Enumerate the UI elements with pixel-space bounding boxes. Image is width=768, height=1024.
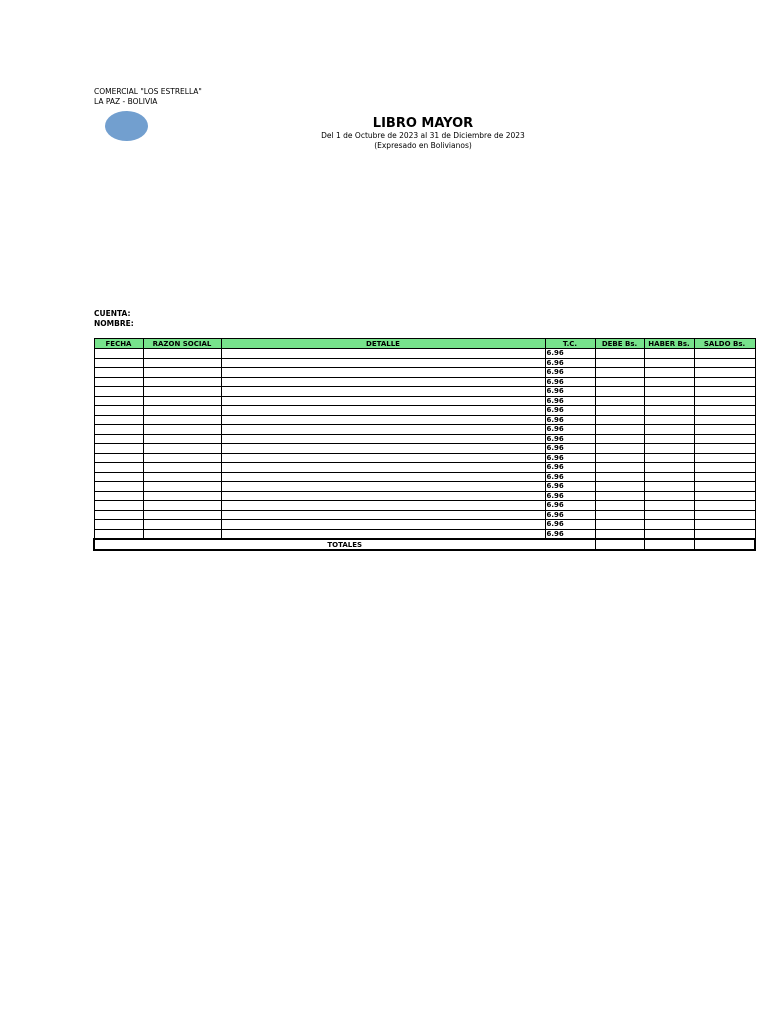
- table-row: [94, 396, 755, 406]
- header-saldo: SALDO Bs.: [694, 339, 755, 349]
- cell-detalle: [221, 472, 545, 482]
- cell-razon-social: [143, 520, 221, 530]
- cell-debe: [595, 349, 644, 359]
- table-row: [94, 501, 755, 511]
- cell-tc: 6.96: [545, 415, 595, 425]
- cell-razon-social: [143, 453, 221, 463]
- cell-fecha: [94, 520, 143, 530]
- cell-fecha: [94, 377, 143, 387]
- cell-razon-social: [143, 415, 221, 425]
- cell-saldo: [694, 387, 755, 397]
- cell-razon-social: [143, 396, 221, 406]
- cell-detalle: [221, 444, 545, 454]
- cell-haber: [644, 529, 694, 539]
- cell-detalle: [221, 501, 545, 511]
- cell-haber: [644, 406, 694, 416]
- header-detalle: DETALLE: [221, 339, 545, 349]
- cell-debe: [595, 463, 644, 473]
- cell-haber: [644, 491, 694, 501]
- cell-fecha: [94, 387, 143, 397]
- cell-debe: [595, 368, 644, 378]
- cell-fecha: [94, 453, 143, 463]
- table-row: [94, 368, 755, 378]
- total-debe: [595, 539, 644, 550]
- table-row: [94, 415, 755, 425]
- cell-detalle: [221, 491, 545, 501]
- cell-tc: 6.96: [545, 444, 595, 454]
- cell-saldo: [694, 434, 755, 444]
- cell-fecha: [94, 463, 143, 473]
- cell-detalle: [221, 396, 545, 406]
- cell-haber: [644, 358, 694, 368]
- account-label: CUENTA:: [94, 309, 131, 318]
- cell-detalle: [221, 358, 545, 368]
- cell-razon-social: [143, 358, 221, 368]
- cell-debe: [595, 415, 644, 425]
- cell-razon-social: [143, 529, 221, 539]
- cell-detalle: [221, 406, 545, 416]
- report-period: Del 1 de Octubre de 2023 al 31 de Diciembre de 2023: [321, 131, 525, 140]
- table-row: [94, 406, 755, 416]
- cell-haber: [644, 444, 694, 454]
- cell-razon-social: [143, 349, 221, 359]
- cell-saldo: [694, 425, 755, 435]
- cell-fecha: [94, 472, 143, 482]
- table-row: [94, 377, 755, 387]
- cell-debe: [595, 434, 644, 444]
- cell-tc: 6.96: [545, 520, 595, 530]
- cell-haber: [644, 482, 694, 492]
- cell-fecha: [94, 406, 143, 416]
- cell-debe: [595, 444, 644, 454]
- cell-tc: 6.96: [545, 491, 595, 501]
- cell-haber: [644, 520, 694, 530]
- cell-saldo: [694, 349, 755, 359]
- cell-haber: [644, 510, 694, 520]
- cell-razon-social: [143, 425, 221, 435]
- cell-debe: [595, 491, 644, 501]
- cell-haber: [644, 387, 694, 397]
- cell-razon-social: [143, 472, 221, 482]
- cell-fecha: [94, 491, 143, 501]
- cell-detalle: [221, 425, 545, 435]
- table-row: [94, 358, 755, 368]
- cell-razon-social: [143, 482, 221, 492]
- cell-debe: [595, 406, 644, 416]
- cell-saldo: [694, 520, 755, 530]
- cell-debe: [595, 472, 644, 482]
- cell-fecha: [94, 482, 143, 492]
- company-name: COMERCIAL "LOS ESTRELLA": [94, 87, 202, 96]
- table-header-row: [94, 339, 755, 349]
- cell-razon-social: [143, 444, 221, 454]
- cell-saldo: [694, 415, 755, 425]
- cell-debe: [595, 520, 644, 530]
- header-fecha: FECHA: [94, 339, 143, 349]
- cell-debe: [595, 510, 644, 520]
- cell-tc: 6.96: [545, 453, 595, 463]
- cell-detalle: [221, 415, 545, 425]
- cell-debe: [595, 425, 644, 435]
- cell-razon-social: [143, 501, 221, 511]
- cell-fecha: [94, 415, 143, 425]
- totals-label: TOTALES: [94, 539, 595, 550]
- cell-detalle: [221, 368, 545, 378]
- cell-detalle: [221, 377, 545, 387]
- cell-saldo: [694, 453, 755, 463]
- cell-razon-social: [143, 491, 221, 501]
- cell-detalle: [221, 349, 545, 359]
- cell-tc: 6.96: [545, 396, 595, 406]
- table-row: [94, 482, 755, 492]
- cell-tc: 6.96: [545, 425, 595, 435]
- cell-saldo: [694, 501, 755, 511]
- ledger-table: [93, 338, 756, 551]
- cell-fecha: [94, 368, 143, 378]
- cell-haber: [644, 349, 694, 359]
- total-saldo: [694, 539, 755, 550]
- cell-tc: 6.96: [545, 368, 595, 378]
- cell-detalle: [221, 434, 545, 444]
- cell-debe: [595, 377, 644, 387]
- cell-tc: 6.96: [545, 472, 595, 482]
- cell-tc: 6.96: [545, 510, 595, 520]
- cell-haber: [644, 463, 694, 473]
- cell-debe: [595, 358, 644, 368]
- cell-saldo: [694, 463, 755, 473]
- cell-debe: [595, 453, 644, 463]
- cell-saldo: [694, 368, 755, 378]
- cell-saldo: [694, 529, 755, 539]
- cell-haber: [644, 453, 694, 463]
- cell-haber: [644, 415, 694, 425]
- cell-razon-social: [143, 510, 221, 520]
- cell-razon-social: [143, 406, 221, 416]
- cell-debe: [595, 529, 644, 539]
- header-debe: DEBE Bs.: [595, 339, 644, 349]
- cell-debe: [595, 501, 644, 511]
- account-info: [94, 309, 134, 329]
- cell-detalle: [221, 520, 545, 530]
- cell-debe: [595, 396, 644, 406]
- cell-saldo: [694, 510, 755, 520]
- cell-haber: [644, 425, 694, 435]
- cell-saldo: [694, 396, 755, 406]
- table-row: [94, 510, 755, 520]
- cell-fecha: [94, 425, 143, 435]
- cell-haber: [644, 472, 694, 482]
- cell-saldo: [694, 358, 755, 368]
- cell-saldo: [694, 491, 755, 501]
- cell-detalle: [221, 529, 545, 539]
- cell-razon-social: [143, 377, 221, 387]
- cell-tc: 6.96: [545, 349, 595, 359]
- cell-detalle: [221, 510, 545, 520]
- cell-fecha: [94, 529, 143, 539]
- cell-razon-social: [143, 368, 221, 378]
- report-title: LIBRO MAYOR: [372, 116, 474, 131]
- cell-fecha: [94, 358, 143, 368]
- cell-fecha: [94, 396, 143, 406]
- cell-haber: [644, 396, 694, 406]
- cell-haber: [644, 501, 694, 511]
- company-info: [94, 87, 202, 107]
- table-row: [94, 472, 755, 482]
- cell-fecha: [94, 444, 143, 454]
- cell-saldo: [694, 406, 755, 416]
- cell-razon-social: [143, 434, 221, 444]
- table-row: [94, 349, 755, 359]
- cell-saldo: [694, 444, 755, 454]
- ledger-body: [94, 349, 755, 540]
- cell-fecha: [94, 434, 143, 444]
- cell-tc: 6.96: [545, 406, 595, 416]
- cell-tc: 6.96: [545, 463, 595, 473]
- cell-detalle: [221, 387, 545, 397]
- cell-fecha: [94, 501, 143, 511]
- header-haber: HABER Bs.: [644, 339, 694, 349]
- table-row: [94, 453, 755, 463]
- cell-detalle: [221, 453, 545, 463]
- cell-haber: [644, 368, 694, 378]
- cell-saldo: [694, 482, 755, 492]
- cell-detalle: [221, 463, 545, 473]
- cell-tc: 6.96: [545, 377, 595, 387]
- table-row: [94, 529, 755, 539]
- cell-tc: 6.96: [545, 434, 595, 444]
- cell-razon-social: [143, 387, 221, 397]
- table-row: [94, 491, 755, 501]
- cell-tc: 6.96: [545, 482, 595, 492]
- cell-detalle: [221, 482, 545, 492]
- cell-saldo: [694, 377, 755, 387]
- cell-debe: [595, 387, 644, 397]
- table-row: [94, 463, 755, 473]
- cell-tc: 6.96: [545, 501, 595, 511]
- cell-razon-social: [143, 463, 221, 473]
- table-row: [94, 434, 755, 444]
- cell-saldo: [694, 472, 755, 482]
- table-row: [94, 520, 755, 530]
- header-tc: T.C.: [545, 339, 595, 349]
- cell-fecha: [94, 349, 143, 359]
- table-row: [94, 387, 755, 397]
- header-razon-social: RAZON SOCIAL: [143, 339, 221, 349]
- cell-tc: 6.96: [545, 529, 595, 539]
- cell-debe: [595, 482, 644, 492]
- totals-row: [94, 539, 755, 550]
- cell-tc: 6.96: [545, 358, 595, 368]
- currency-note: (Expresado en Bolivianos): [374, 141, 472, 150]
- company-location: LA PAZ - BOLIVIA: [94, 97, 158, 106]
- cell-haber: [644, 434, 694, 444]
- cell-haber: [644, 377, 694, 387]
- account-name-label: NOMBRE:: [94, 319, 134, 328]
- cell-tc: 6.96: [545, 387, 595, 397]
- cell-fecha: [94, 510, 143, 520]
- total-haber: [644, 539, 694, 550]
- table-row: [94, 425, 755, 435]
- report-subtitle: [0, 131, 768, 151]
- table-row: [94, 444, 755, 454]
